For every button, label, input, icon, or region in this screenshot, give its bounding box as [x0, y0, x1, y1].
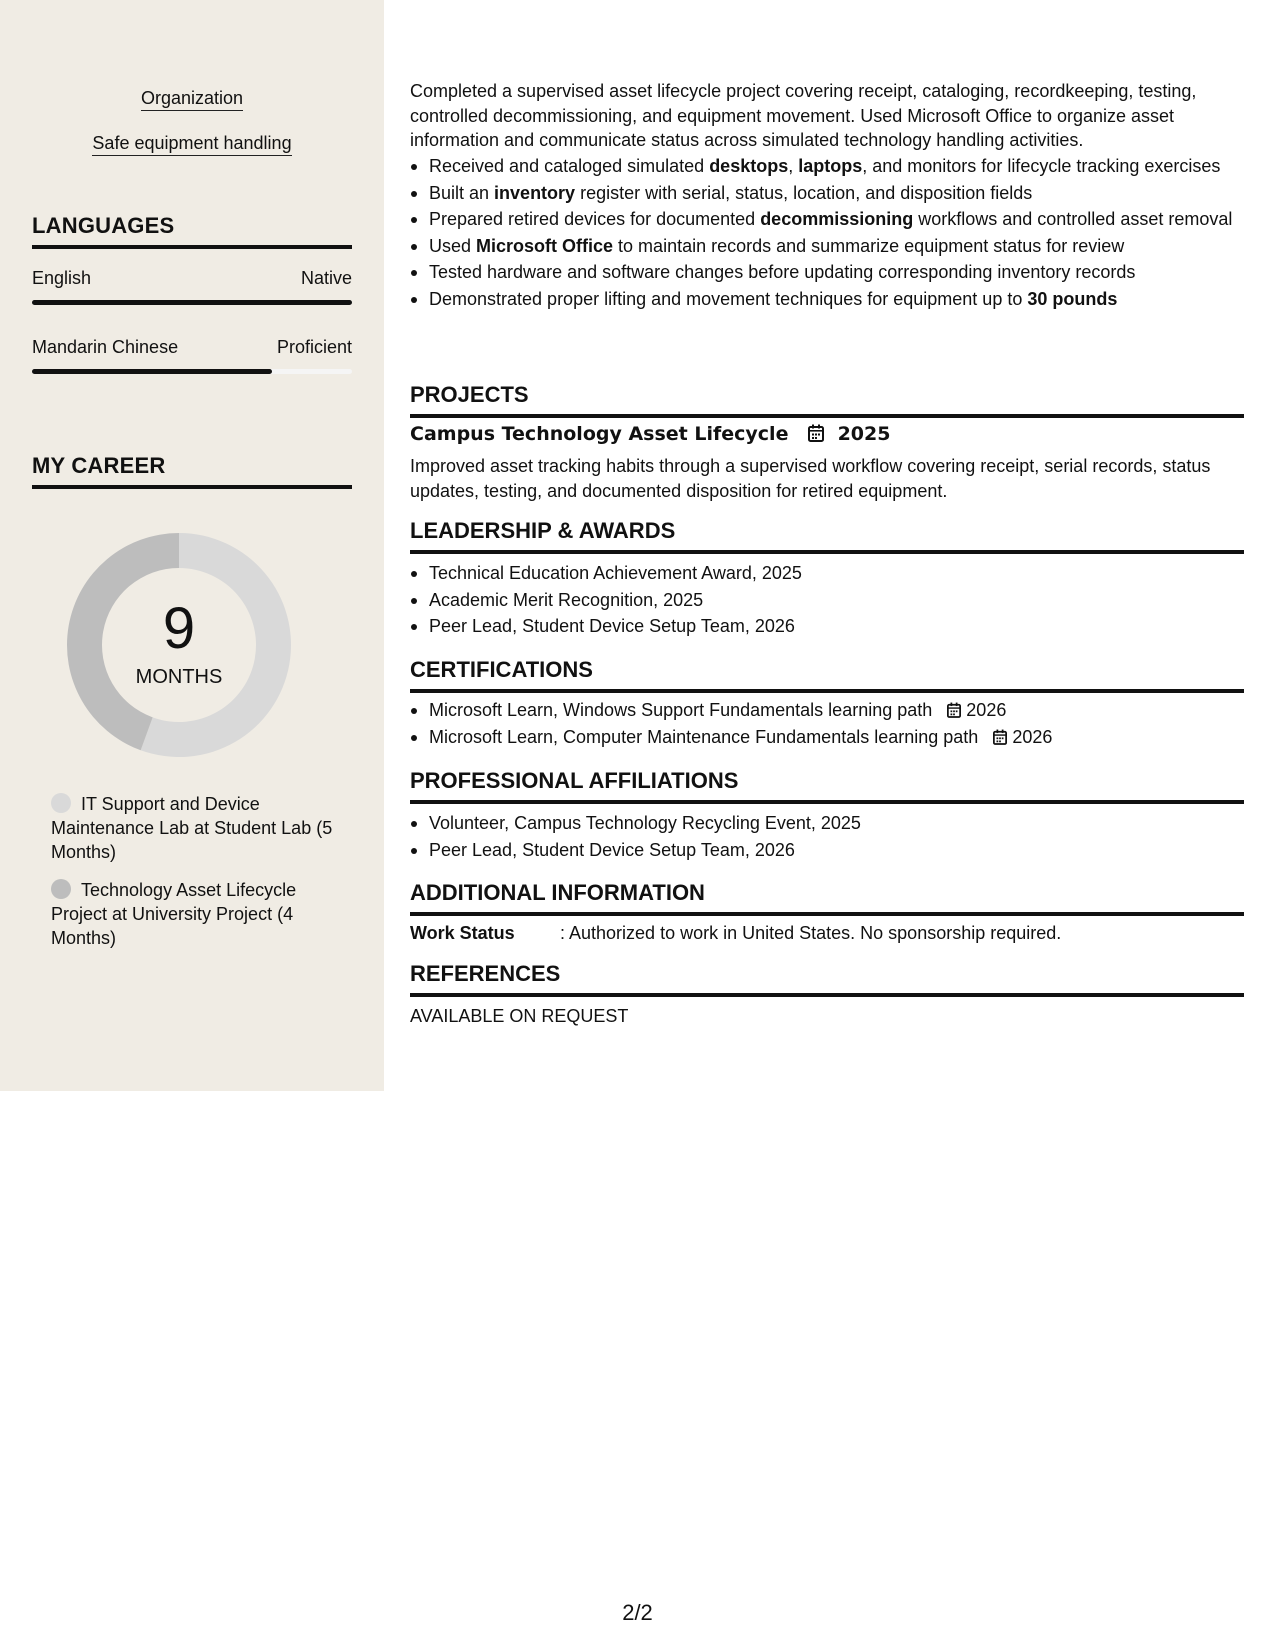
- career-item: Technology Asset Lifecycle Project at University Project (4 Months): [51, 880, 297, 948]
- certifications-list: [410, 698, 1244, 751]
- list-item: Used Microsoft Office to maintain records and summarize equipment status for review: [410, 234, 1244, 259]
- language-bar: [32, 300, 352, 305]
- references-text: AVAILABLE ON REQUEST: [410, 1006, 629, 1026]
- language-level: Proficient: [276, 337, 352, 357]
- work-status-label: Work Status: [410, 923, 515, 943]
- work-status: [410, 923, 1061, 944]
- language-name: Mandarin Chinese: [32, 337, 179, 357]
- career-item: IT Support and Device Maintenance Lab at Student Lab (5 Months): [51, 794, 333, 862]
- language-bar-fill: [32, 300, 352, 305]
- list-item: Volunteer, Campus Technology Recycling Event, 2025: [410, 811, 1244, 836]
- calendar-icon: [993, 729, 1007, 745]
- career-unit: MONTHS: [135, 666, 223, 688]
- languages-heading: LANGUAGES: [32, 213, 352, 249]
- skill-item: Safe equipment handling: [0, 133, 384, 154]
- list-item: Built an inventory register with serial, status, location, and disposition fields: [410, 181, 1244, 206]
- list-item: Technical Education Achievement Award, 2025: [410, 561, 1244, 586]
- language-bar: [32, 369, 352, 374]
- list-item: Received and cataloged simulated desktops, laptops, and monitors for lifecycle tracking exercises: [410, 154, 1244, 179]
- legend-dot: [51, 879, 71, 899]
- list-item: Prepared retired devices for documented decommissioning workflows and controlled asset removal: [410, 207, 1244, 232]
- awards-heading: LEADERSHIP & AWARDS: [410, 518, 1244, 554]
- language-row: [32, 268, 352, 289]
- legend-dot: [51, 793, 71, 813]
- project-year: 2025: [837, 423, 891, 445]
- list-item: Microsoft Learn, Windows Support Fundamentals learning path 2026: [410, 698, 1244, 723]
- language-bar-fill: [32, 369, 272, 374]
- list-item: Microsoft Learn, Computer Maintenance Fundamentals learning path 2026: [410, 725, 1244, 750]
- list-item: Peer Lead, Student Device Setup Team, 2026: [410, 838, 1244, 863]
- affiliations-list: [410, 811, 1244, 864]
- list-item: Peer Lead, Student Device Setup Team, 2026: [410, 614, 1244, 639]
- career-heading: MY CAREER: [32, 453, 352, 489]
- list-item: Tested hardware and software changes before updating corresponding inventory records: [410, 260, 1244, 285]
- language-name: English: [32, 268, 92, 288]
- page-number: 2/2: [622, 1600, 653, 1625]
- sidebar: [0, 0, 384, 1091]
- project-description: Improved asset tracking habits through a supervised workflow covering receipt, serial records, status updates, testing, and documented disposition for retired equipment.: [410, 456, 1211, 501]
- references-heading: REFERENCES: [410, 961, 1244, 997]
- experience-summary: Completed a supervised asset lifecycle project covering receipt, cataloging, recordkeeping, testing, controlled decommissioning, and equipment movement. Used Microsoft Office to organize asset information and communicate status across simulated technology handling activities.: [410, 81, 1197, 150]
- projects-heading: PROJECTS: [410, 382, 1244, 418]
- language-level: Native: [300, 268, 352, 288]
- skill-item: Organization: [0, 88, 384, 109]
- list-item: Demonstrated proper lifting and movement techniques for equipment up to 30 pounds: [410, 287, 1244, 312]
- language-row: [32, 337, 352, 358]
- affiliations-heading: PROFESSIONAL AFFILIATIONS: [410, 768, 1244, 804]
- certifications-heading: CERTIFICATIONS: [410, 657, 1244, 693]
- work-status-value: : Authorized to work in United States. No sponsorship required.: [560, 923, 1062, 943]
- project-title: Campus Technology Asset Lifecycle 2025: [410, 423, 891, 445]
- experience-bullets: [410, 154, 1244, 313]
- career-total: 9: [162, 596, 196, 661]
- calendar-icon: [808, 424, 824, 442]
- awards-list: [410, 561, 1244, 641]
- calendar-icon: [947, 702, 961, 718]
- additional-heading: ADDITIONAL INFORMATION: [410, 880, 1244, 916]
- list-item: Academic Merit Recognition, 2025: [410, 588, 1244, 613]
